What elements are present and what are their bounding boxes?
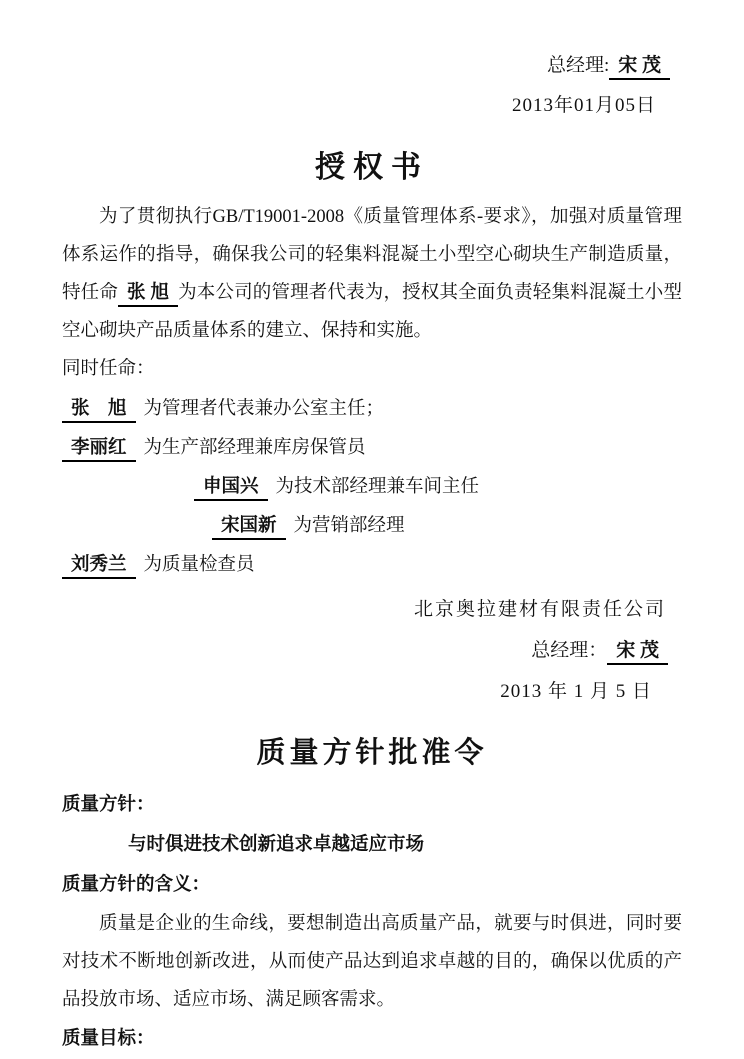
authorization-paragraph xyxy=(62,198,682,350)
appointment-row xyxy=(62,507,682,546)
top-manager-label: 总经理: xyxy=(546,55,610,76)
closing-manager-line xyxy=(62,630,682,671)
appointee-role: 为生产部经理兼库房保管员 xyxy=(143,438,366,458)
authorization-paragraph-part1: 为了贯彻执行GB/T19001-2008《质量管理体系-要求》，加强对质量管理体系运作的指导，确保我公司的轻集料混凝土小型空心砌块生产制造质量，特任命 xyxy=(62,207,682,303)
closing-date: 2013 年 1 月 5 日 xyxy=(500,681,652,702)
top-manager-name: 宋 茂 xyxy=(609,55,670,80)
closing-manager-label: 总经理： xyxy=(531,640,608,661)
policy-text: 与时俱进技术创新追求卓越适应市场 xyxy=(128,835,425,855)
appointee-name: 宋国新 xyxy=(212,516,286,540)
top-date: 2013年01月05日 xyxy=(511,95,656,116)
quality-objective-label: 质量目标： xyxy=(62,1029,155,1049)
appointee-name: 李丽红 xyxy=(62,438,136,462)
top-manager-line xyxy=(62,46,682,86)
appointee-role: 为管理者代表兼办公室主任； xyxy=(143,399,385,419)
top-signature-block xyxy=(62,46,682,126)
appointee-name: 申国兴 xyxy=(194,477,268,501)
appointee-name: 张 旭 xyxy=(62,399,136,423)
authorization-title: 授权书 xyxy=(315,151,429,184)
closing-signature-block xyxy=(62,589,682,712)
appointee-name: 刘秀兰 xyxy=(62,555,136,579)
appointment-row xyxy=(62,546,682,585)
appointee-role: 为质量检查员 xyxy=(143,555,255,575)
quality-policy-title: 质量方针批准令 xyxy=(256,737,488,769)
also-appoint-label: 同时任命： xyxy=(62,359,155,379)
policy-meaning-label: 质量方针的含义： xyxy=(62,875,211,895)
authorization-paragraph-part2: 为本公司的管理者代表为，授权其全面负责轻集料混凝土小型空心砌块产品质量体系的建立、保持和实施。 xyxy=(62,283,682,341)
appointment-row xyxy=(62,390,682,429)
policy-meaning-paragraph: 质量是企业的生命线，要想制造出高质量产品，就要与时俱进，同时要对技术不断地创新改进，从而使产品达到追求卓越的目的，确保以优质的产品投放市场、适应市场、满足顾客需求。 xyxy=(62,914,682,1010)
closing-manager-name: 宋 茂 xyxy=(607,640,668,665)
appointment-list xyxy=(62,390,682,585)
appointee-role: 为营销部经理 xyxy=(293,516,405,536)
appointment-row xyxy=(62,429,682,468)
inline-appointee-name: 张 旭 xyxy=(118,283,178,307)
appointment-row xyxy=(62,468,682,507)
policy-label: 质量方针： xyxy=(62,795,155,815)
company-name: 北京奥拉建材有限责任公司 xyxy=(413,599,666,620)
appointee-role: 为技术部经理兼车间主任 xyxy=(275,477,480,497)
